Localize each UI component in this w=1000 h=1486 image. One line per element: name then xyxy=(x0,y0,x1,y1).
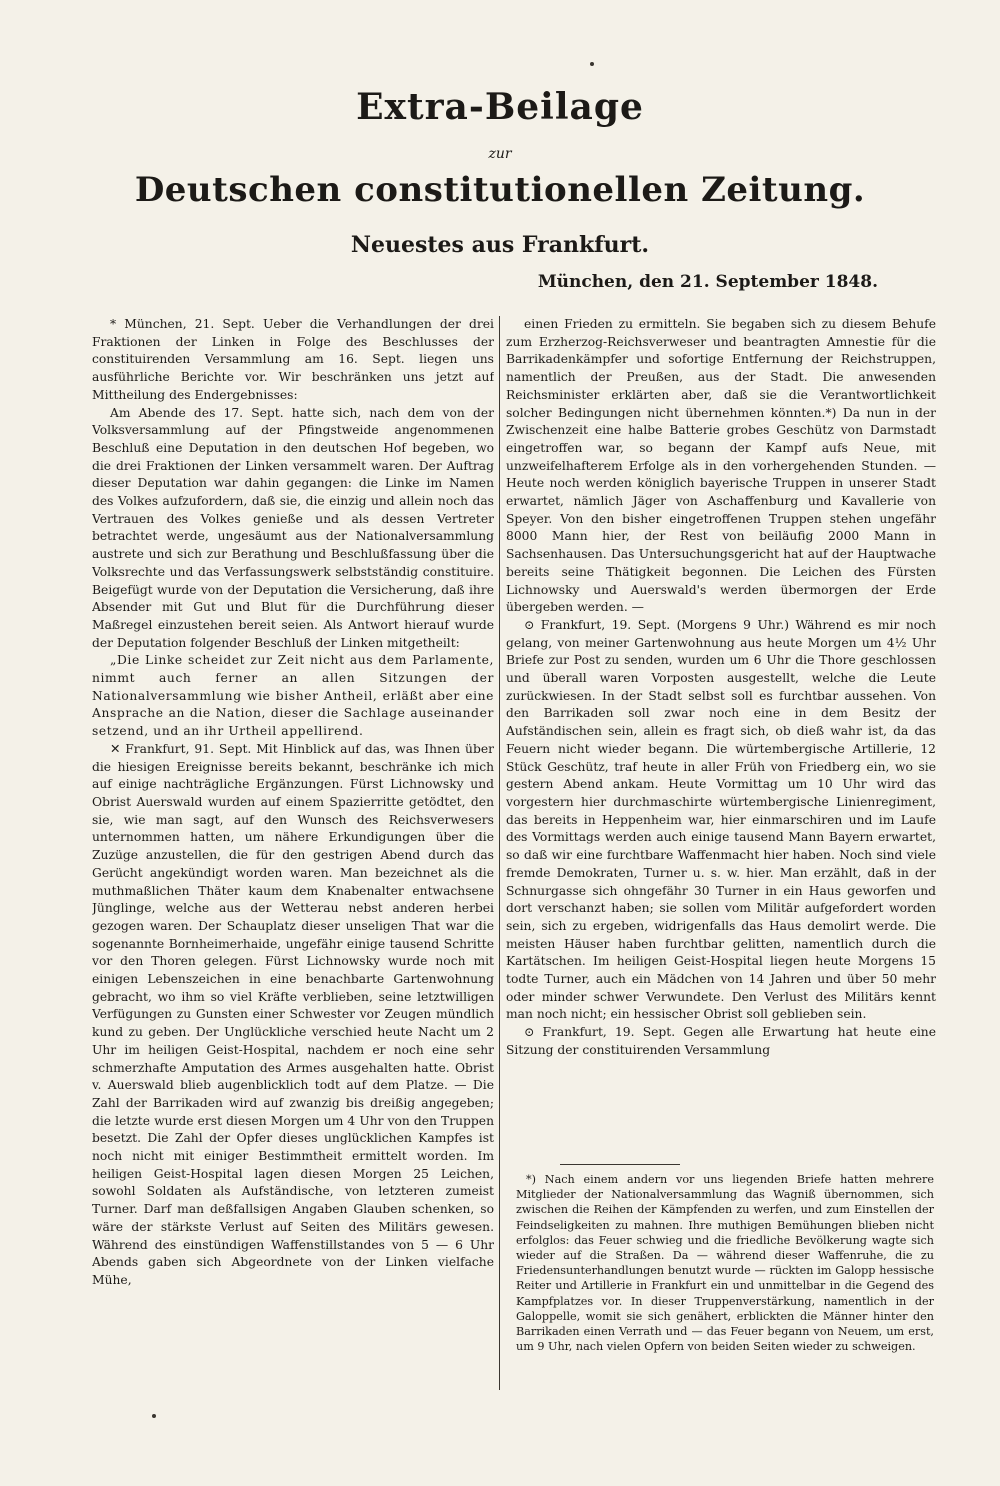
article-paragraph: einen Frieden zu ermitteln. Sie begaben sich zu diesem Behufe zum Erzherzog-Reichsverweser und beantragten Amnestie für die Barrikadenkämpfer und sofortige Entfernung der Reichstruppen, namentlich der Preußen, aus der Stadt. Die anwesenden Reichsminister erklärten aber, daß sie die Verantwortlichkeit solcher Bedingungen nicht übernehmen könnten.*) Da nun in der Zwischenzeit eine halbe Batterie grobes Geschütz von Darmstadt eingetroffen war, so begann der Kampf aufs Neue, mit unzweifelhafterem Erfolge als in den vorhergehenden Stunden. — Heute noch werden königlich bayerische Truppen in unserer Stadt erwartet, nämlich Jäger von Aschaffenburg und Kavallerie von Speyer. Von den bisher eingetroffenen Truppen stehen ungefähr 8000 Mann hier, der Rest von beiläufig 2000 Mann in Sachsenhausen. Das Untersuchungsgericht hat auf der Hauptwache bereits seine Thätigkeit begonnen. Die Leichen des Fürsten Lichnowsky und Auerswald's werden übermorgen der Erde übergeben werden. — xyxy=(506,317,936,615)
masthead-title: Deutschen constitutionellen Zeitung. xyxy=(134,170,866,210)
masthead-extra-beilage: Extra-Beilage xyxy=(356,86,644,128)
dateline: München, den 21. September 1848. xyxy=(537,272,878,292)
footnote xyxy=(516,1172,934,1402)
print-speck xyxy=(590,62,594,66)
article-paragraph: ⊙ Frankfurt, 19. Sept. (Morgens 9 Uhr.) Während es mir noch gelang, von meiner Gartenwohnung aus heute Morgen um 4½ Uhr Briefe zur Post zu senden, wurden um 6 Uhr die Thore geschlossen und überall waren Vorposten ausgestellt, welche die Leute zurückwiesen. In der Stadt selbst soll es furchtbar aussehen. Von den Barrikaden soll zwar noch eine in dem Besitz der Aufständischen sein, allein es fragt sich, ob dieß wahr ist, da das Feuern nicht wieder begann. Die würtembergische Artillerie, 12 Stück Geschütz, traf heute in aller Früh von Friedberg ein, wo sie gestern Abend ankam. Heute Vormittag um 10 Uhr wird das vorgestern hier durchmaschirte würtembergische Linienregiment, das bereits in Heppenheim war, hier einmarschiren und im Laufe des Vormittags werden auch einige tausend Mann Bayern erwartet, so daß wir eine furchtbare Waffenmacht hier haben. Noch sind viele fremde Demokraten, Turner u. s. w. hier. Man erzählt, daß in der Schnurgasse sich ohngefähr 30 Turner in ein Haus geworfen und dort verschanzt haben; sie sollen vom Militär aufgefordert worden sein, sich zu ergeben, widrigenfalls das Haus demolirt werde. Die meisten Häuser haben furchtbar gelitten, namentlich durch die Kartätschen. Im heiligen Geist-Hospital liegen heute Morgens 15 todte Turner, auch ein Mädchen von 14 Jahren und über 50 mehr oder minder schwer Verwundete. Den Verlust des Militärs kennt man noch nicht; ein hessischer Obrist soll geblieben sein. xyxy=(506,617,936,1022)
article-paragraph: ✕ Frankfurt, 91. Sept. Mit Hinblick auf das, was Ihnen über die hiesigen Ereignisse bereits bekannt, beschränke ich mich auf einige nachträgliche Ergänzungen. Fürst Lichnowsky und Obrist Auerswald wurden auf einem Spazierritte getödtet, den sie, wie man sagt, auf den Wunsch des Reichsverwesers unternommen hatten, um nähere Erkundigungen über die Zuzüge anzustellen, die für den gestrigen Abend durch das Gerücht angekündigt worden waren. Man bezeichnet als die muthmaßlichen Thäter kaum dem Knabenalter entwachsene Jünglinge, welche aus der Wetterau nebst anderen herbei gezogen waren. Der Schauplatz dieser unseligen That war die sogenannte Bornheimerhaide, ungefähr einige tausend Schritte vor den Thoren gelegen. Fürst Lichnowsky wurde noch mit einigen Lebenszeichen in eine benachbarte Gartenwohnung gebracht, wo ihm so viel Kräfte verblieben, seine letztwilligen Verfügungen zu Gunsten einer Schwester vor Zeugen mündlich kund zu geben. Der Unglückliche verschied heute Nacht um 2 Uhr im heiligen Geist-Hospital, nachdem er noch eine sehr schmerzhafte Amputation des Armes ausgehalten hatte. Obrist v. Auerswald blieb augenblicklich todt auf dem Platze. — Die Zahl der Barrikaden wird auf zwanzig bis dreißig angegeben; die letzte wurde erst diesen Morgen um 4 Uhr von den Truppen besetzt. Die Zahl der Opfer dieses unglücklichen Kampfes ist noch nicht mit einiger Bestimmtheit ermittelt worden. Im heiligen Geist-Hospital lagen diesen Morgen 25 Leichen, sowohl Soldaten als Aufständische, von letzteren zumeist Turner. Darf man deßfallsigen Angaben Glauben schenken, so wäre der stärkste Verlust auf Seiten des Militärs gewesen. Während des einstündigen Waffenstillstandes von 5 — 6 Uhr Abends gaben sich Abgeordnete von der Linken vielfache Mühe, xyxy=(92,741,494,1287)
masthead-zur: zur xyxy=(488,146,512,162)
footnote-text: *) Nach einem andern vor uns liegenden Briefe hatten mehrere Mitglieder der Nationalversammlung das Wagniß übernommen, sich zwischen die Reihen der Kämpfenden zu werfen, und zum Einstellen der Feindseligkeiten zu mahnen. Ihre muthigen Bemühungen blieben nicht erfolglos: das Feuer schwieg und die friedliche Bevölkerung wagte sich wieder auf die Straßen. Da — während dieser Waffenruhe, die zu Friedensunterhandlungen benutzt wurde — rückten im Galopp hessische Reiter und Artillerie in Frankfurt ein und unmittelbar in die Gegend des Kampfplatzes vor. In dieser Truppenverstärkung, namentlich in der Galoppelle, womit sie sich genähert, erblickten die Männer hinter den Barrikaden einen Verrath und — das Feuer begann von Neuem, um erst, um 9 Uhr, nach vielen Opfern von beiden Seiten wieder zu schweigen. xyxy=(516,1173,934,1354)
left-column xyxy=(92,316,494,1406)
article-paragraph: * München, 21. Sept. Ueber die Verhandlungen der drei Fraktionen der Linken in Folge des Beschlusses der constituirenden Versammlung am 16. Sept. liegen uns ausführliche Berichte vor. Wir beschränken uns jetzt auf Mittheilung des Endergebnisses: xyxy=(92,317,494,402)
section-heading: Neuestes aus Frankfurt. xyxy=(350,232,650,258)
footnote-divider xyxy=(560,1164,680,1165)
article-quote: „Die Linke scheidet zur Zeit nicht aus dem Parlamente, nimmt auch ferner an allen Sitzungen der Nationalversammlung wie bisher Antheil, erläßt aber eine Ansprache an die Nation, dieser die Sachlage auseinander setzend, und an ihr Urtheil appellirend. xyxy=(92,653,494,739)
print-speck xyxy=(152,1414,156,1418)
column-divider xyxy=(499,316,500,1390)
article-paragraph: Am Abende des 17. Sept. hatte sich, nach dem von der Volksversammlung auf der Pfingstweide angenommenen Beschluß eine Deputation in den deutschen Hof begeben, wo die drei Fraktionen der Linken versammelt waren. Der Auftrag dieser Deputation war dahin gegangen: die Linke im Namen des Volkes aufzufordern, daß sie, die einzig und allein noch das Vertrauen des Volkes genieße und als dessen Vertreter betrachtet werde, ungesäumt aus der Nationalversammlung austrete und sich zur Berathung und Beschlußfassung über die Volksrechte und das Verfassungswerk selbstständig constituire. Beigefügt wurde von der Deputation die Versicherung, daß ihre Absender mit Gut und Blut für die Durchführung dieser Maßregel einzustehen bereit seien. Als Antwort hierauf wurde der Deputation folgender Beschluß der Linken mitgetheilt: xyxy=(92,405,494,650)
article-paragraph: ⊙ Frankfurt, 19. Sept. Gegen alle Erwartung hat heute eine Sitzung der constituirenden Versammlung xyxy=(506,1025,936,1057)
